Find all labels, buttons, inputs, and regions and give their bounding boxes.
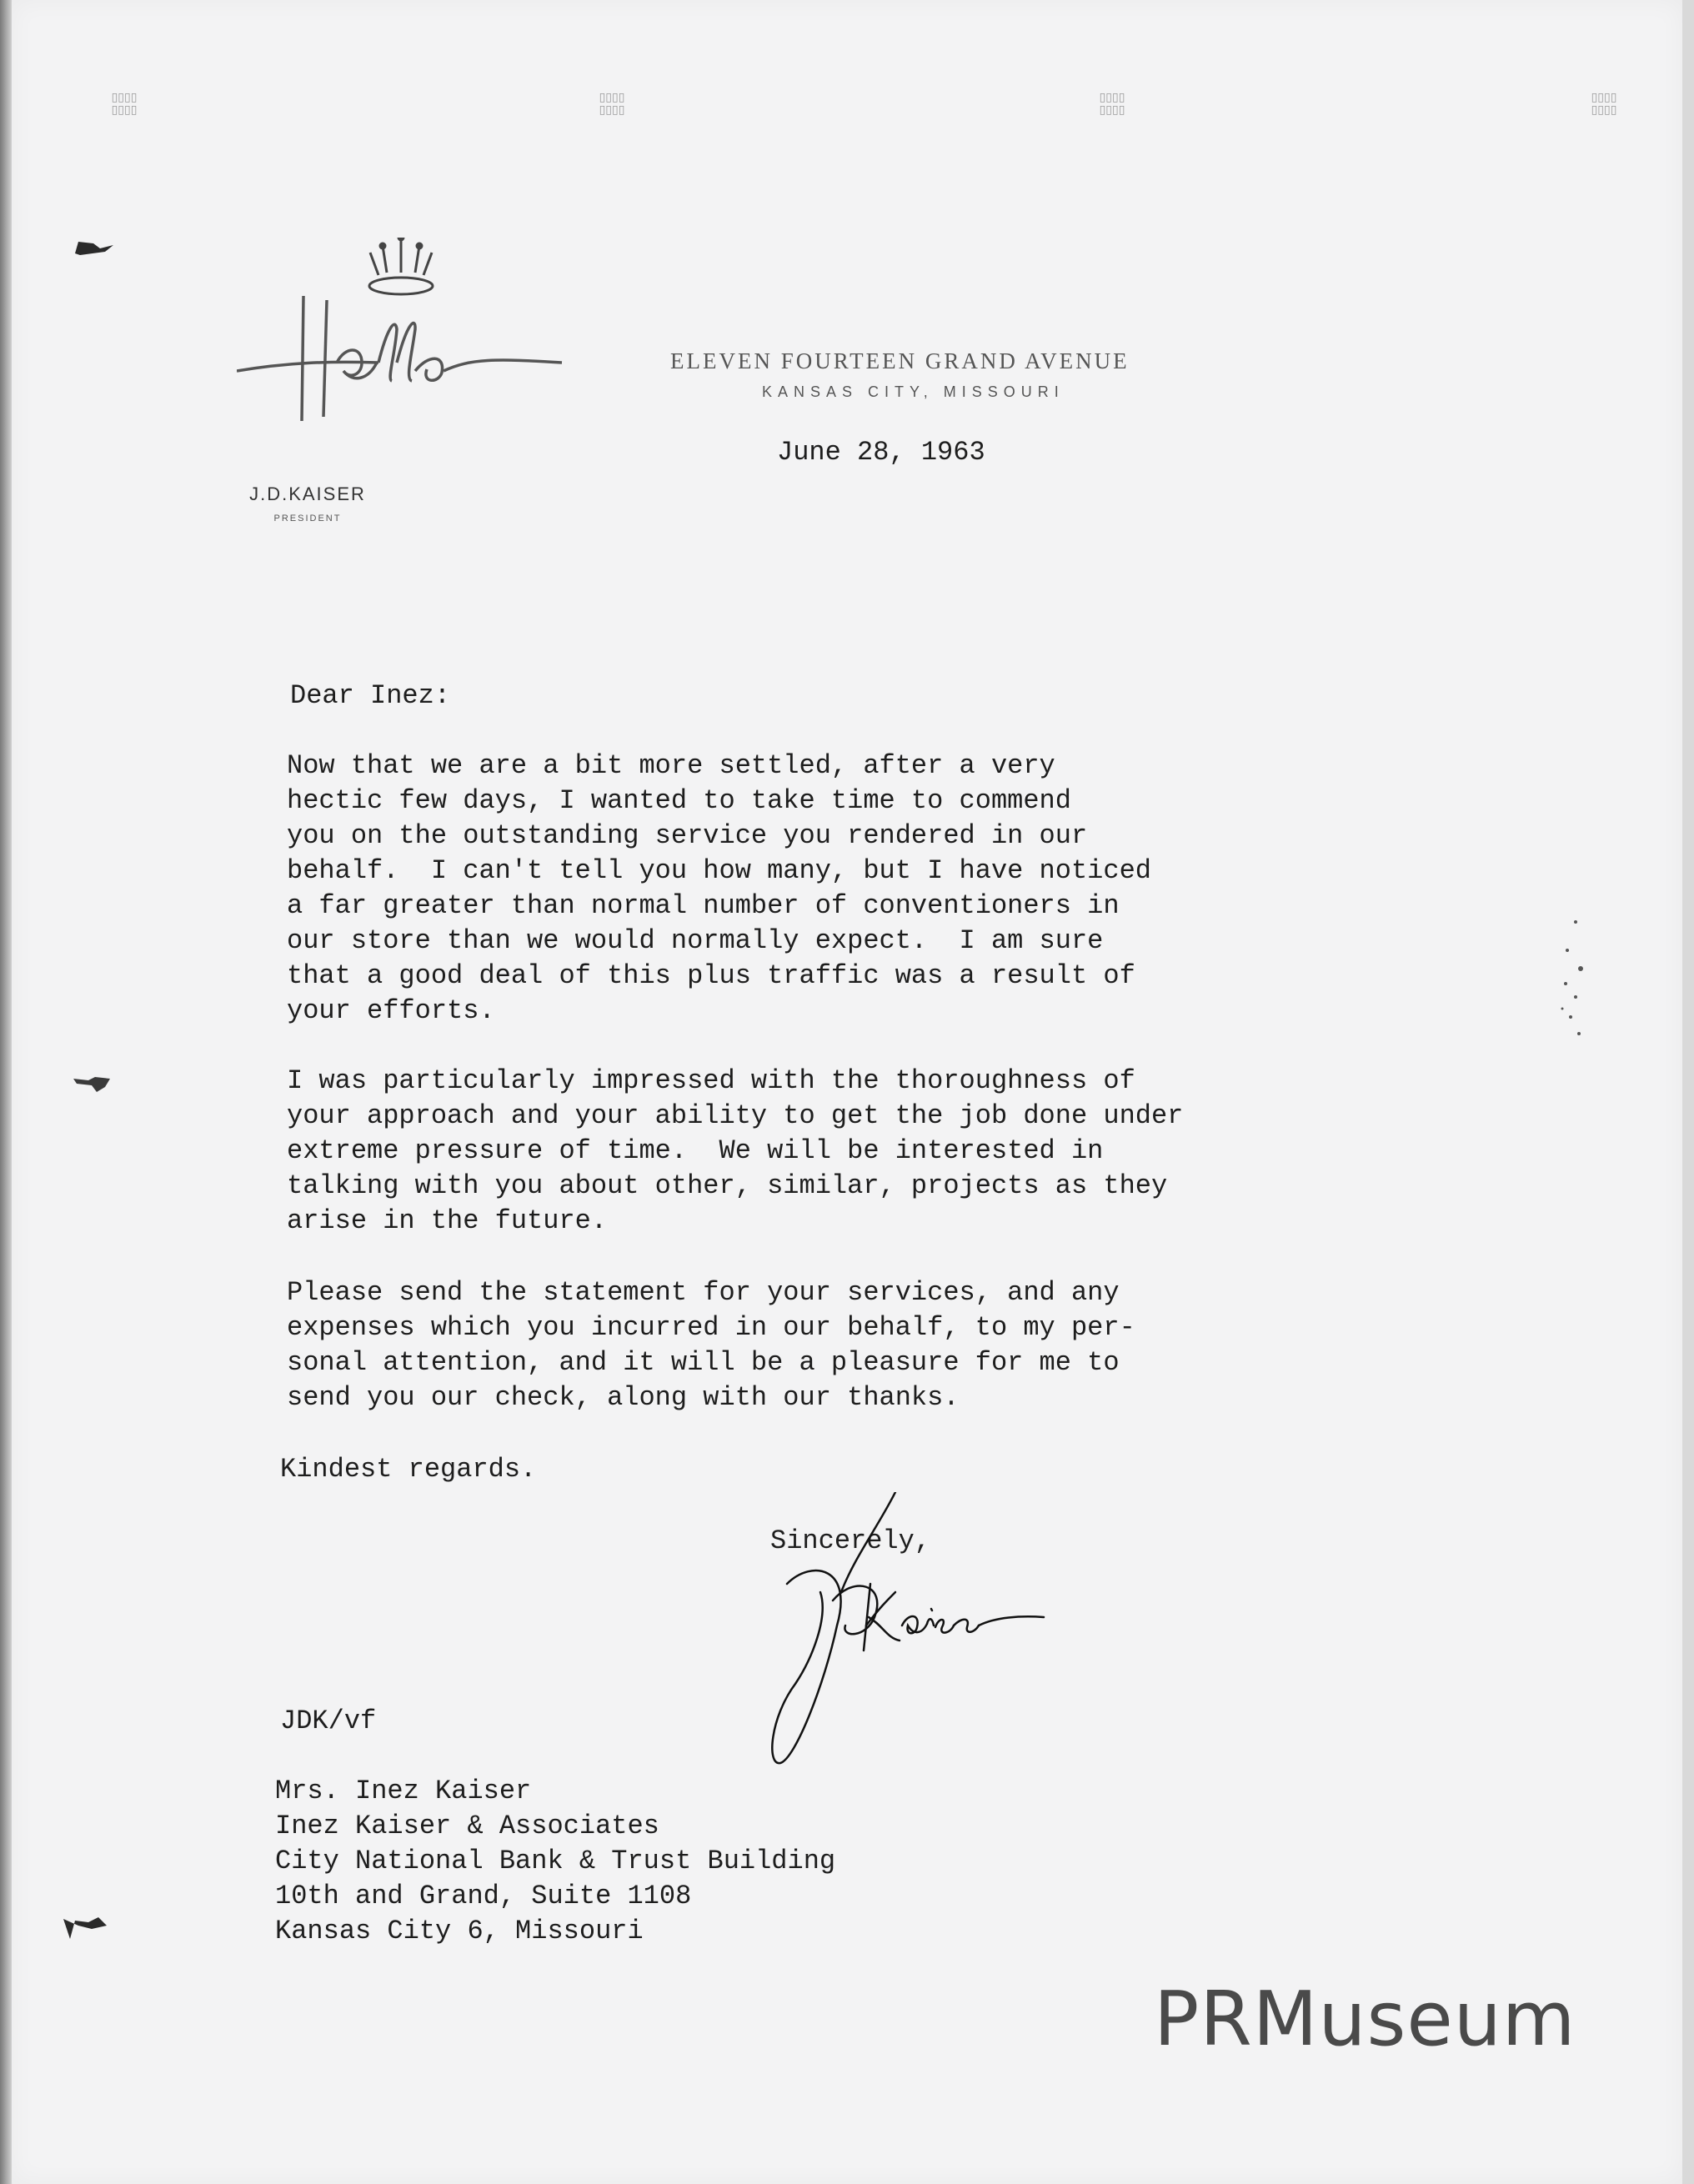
hallmark-logo: [237, 238, 570, 454]
binder-mark: ▯▯▯▯ ▯▯▯▯: [1591, 91, 1617, 117]
handwritten-signature: [762, 1492, 1045, 1776]
body-paragraph: I was particularly impressed with the thoroughness of your approach and your ability to get the job done under extreme pressure of time. We will be interested in talking with you about other, similar, projects as they arise in the future.: [287, 1065, 1184, 1236]
person-name: J.D.KAISER: [249, 483, 366, 504]
crown-icon: [369, 238, 433, 294]
typist-initials: JDK/vf: [280, 1706, 377, 1736]
letterhead-street: ELEVEN FOURTEEN GRAND AVENUE: [670, 348, 1130, 373]
punch-mark-icon: [58, 1914, 117, 1944]
watermark: PRMuseum: [1154, 1976, 1576, 2063]
body-paragraph: Please send the statement for your services, and any expenses which you incurred in our behalf, to my per- sonal attention, and it will be a pleasure for me to send you our check, along with our thanks.: [287, 1277, 1135, 1413]
punch-mark-icon: [72, 235, 122, 260]
letter-date: June 28, 1963: [777, 437, 985, 468]
binder-mark: ▯▯▯▯ ▯▯▯▯: [111, 91, 138, 117]
punch-mark-icon: [72, 1072, 122, 1097]
body-paragraph: Now that we are a bit more settled, after a very hectic few days, I wanted to take time to commend you on the outstanding service you rendered in our behalf. I can't tell you how many, but I have noticed a far greater than normal number of conventioners in our store than we would normally expect. I am sure that a good deal of this plus traffic was a result of your efforts.: [287, 750, 1151, 1026]
person-title: PRESIDENT: [273, 513, 342, 523]
closing: Kindest regards.: [280, 1454, 537, 1485]
signoff: Sincerely,: [770, 1525, 931, 1556]
salutation: Dear Inez:: [290, 680, 451, 711]
binder-mark: ▯▯▯▯ ▯▯▯▯: [599, 91, 625, 117]
letterhead-city: KANSAS CITY, MISSOURI: [762, 383, 1065, 400]
recipient-address: Mrs. Inez Kaiser Inez Kaiser & Associates City National Bank & Trust Building 10th and Grand, Suite 1108 Kansas City 6, Missouri: [275, 1776, 836, 1946]
logo-script: [237, 296, 562, 421]
scan-edge: [0, 0, 12, 2184]
speckle-icon: [1551, 917, 1601, 1050]
binder-mark: ▯▯▯▯ ▯▯▯▯: [1099, 91, 1125, 117]
letter-page: [12, 0, 1682, 2184]
